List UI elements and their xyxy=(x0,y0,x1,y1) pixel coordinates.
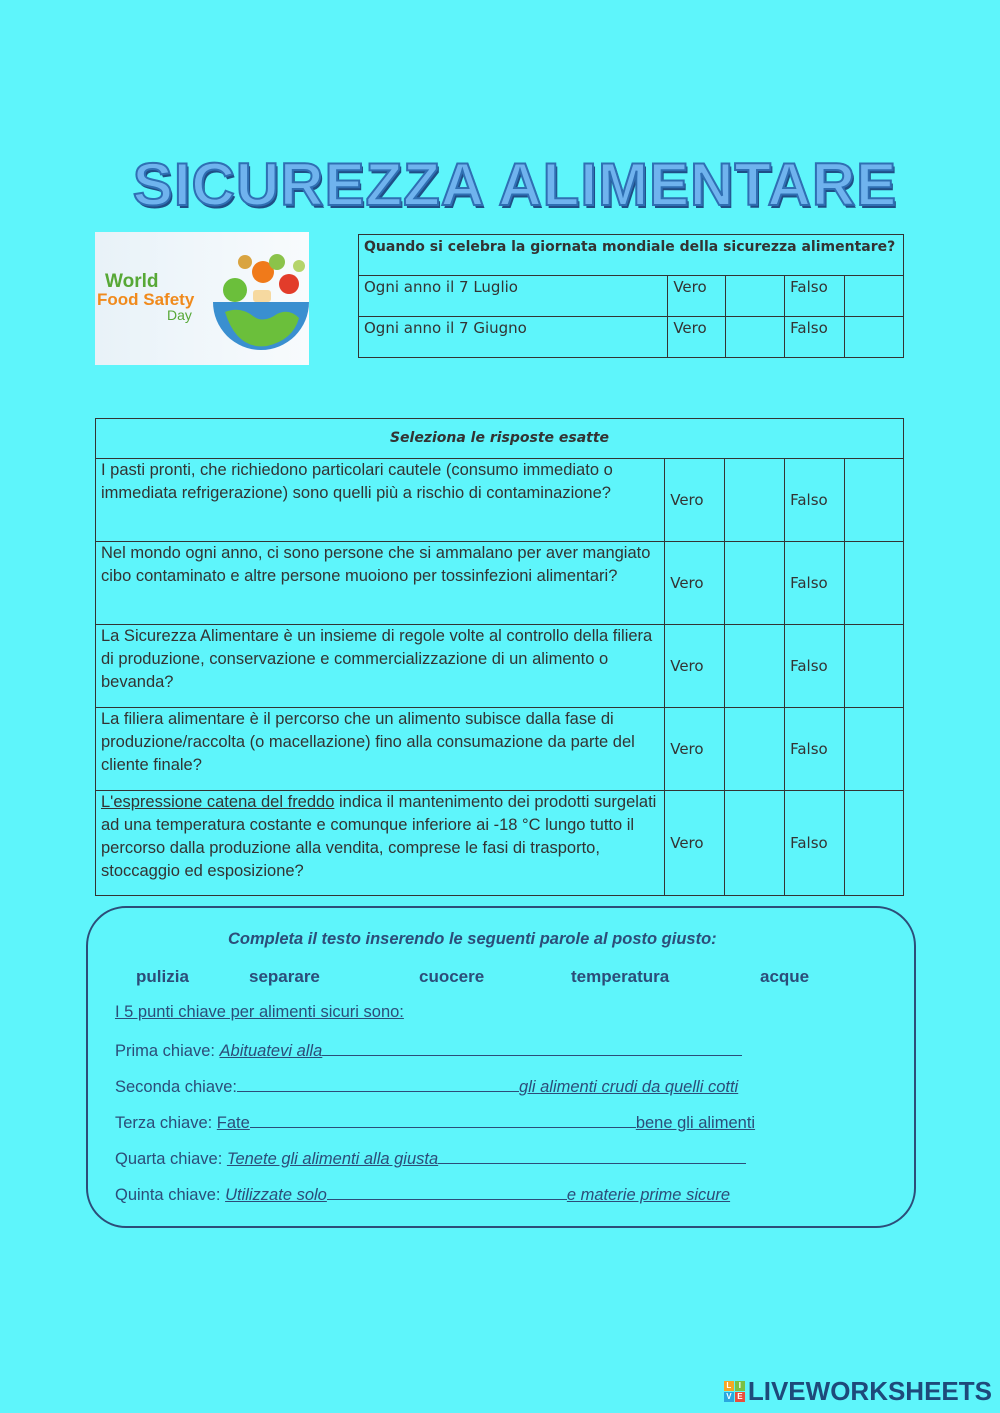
badge-letter: V xyxy=(724,1392,734,1402)
falso-label: Falso xyxy=(785,791,845,896)
badge-letter: L xyxy=(724,1381,734,1391)
true-false-table xyxy=(95,418,904,896)
date-question-table xyxy=(358,234,904,358)
question-rest: indica il mantenimento dei prodotti surgelati ad una temperatura costante e comunque inferiore ai -18 °C lungo tutto il percorso dalla produzione alla vendita, comprese le fasi di trasporto, stoccaggio ed esposizione? xyxy=(101,793,657,880)
key-text-before: Fate xyxy=(216,1114,250,1132)
vero-answer-cell[interactable] xyxy=(725,708,785,791)
vero-label: Vero xyxy=(665,459,725,542)
word-bank-item: cuocere xyxy=(419,967,485,986)
fill-in-box xyxy=(86,906,916,1228)
falso-label: Falso xyxy=(785,542,845,625)
key-line-1 xyxy=(115,1040,742,1061)
vero-answer-cell[interactable] xyxy=(725,459,785,542)
answer-text: Ogni anno il 7 Giugno xyxy=(359,317,668,358)
falso-label: Falso xyxy=(785,625,845,708)
vero-answer-cell[interactable] xyxy=(725,542,785,625)
question-text: La filiera alimentare è il percorso che un alimento subisce dalla fase di produzione/raccolta (o macellazione) fino alla consumazione da parte del cliente finale? xyxy=(96,708,665,791)
table-row xyxy=(96,791,904,896)
key-label: Quinta chiave: xyxy=(115,1186,226,1204)
word-bank-item: acque xyxy=(760,967,810,986)
word-bank-item: pulizia xyxy=(136,967,189,986)
falso-label: Falso xyxy=(785,276,845,317)
falso-answer-cell[interactable] xyxy=(845,708,904,791)
vero-label: Vero xyxy=(665,542,725,625)
table-row xyxy=(96,625,904,708)
earth-food-icon xyxy=(205,232,309,365)
vero-label: Vero xyxy=(668,317,726,358)
falso-answer-cell[interactable] xyxy=(845,625,904,708)
falso-label: Falso xyxy=(785,459,845,542)
key-text-after: gli alimenti crudi da quelli cotti xyxy=(519,1078,739,1096)
key-line-5 xyxy=(115,1184,730,1205)
key-line-2 xyxy=(115,1076,738,1097)
key-label: Prima chiave: xyxy=(115,1042,220,1060)
falso-label: Falso xyxy=(785,317,845,358)
world-food-safety-day-logo xyxy=(95,232,309,365)
question-text: La Sicurezza Alimentare è un insieme di regole volte al controllo della filiera di produzione, conservazione e commercializzazione di un alimento o bevanda? xyxy=(96,625,665,708)
vero-answer-cell[interactable] xyxy=(726,276,785,317)
page-title: SICUREZZA ALIMENTARE xyxy=(132,151,898,218)
logo-line-1: World xyxy=(105,271,159,292)
word-bank-item: temperatura xyxy=(571,967,670,986)
table-row xyxy=(359,317,904,358)
answer-text: Ogni anno il 7 Luglio xyxy=(359,276,668,317)
table-row xyxy=(359,276,904,317)
falso-answer-cell[interactable] xyxy=(845,791,904,896)
vero-answer-cell[interactable] xyxy=(725,791,785,896)
vero-answer-cell[interactable] xyxy=(725,625,785,708)
question-text xyxy=(96,791,665,896)
falso-label: Falso xyxy=(785,708,845,791)
key-label: Seconda chiave: xyxy=(115,1078,238,1096)
vero-label: Vero xyxy=(665,791,725,896)
key-line-4 xyxy=(115,1148,746,1169)
liveworksheets-logo xyxy=(724,1376,992,1407)
table-row xyxy=(96,708,904,791)
answer-blank[interactable] xyxy=(322,1040,742,1056)
answer-blank[interactable] xyxy=(438,1148,746,1164)
key-text-after: e materie prime sicure xyxy=(566,1186,731,1204)
vero-label: Vero xyxy=(665,708,725,791)
falso-answer-cell[interactable] xyxy=(845,317,904,358)
fill-in-instruction: Completa il testo inserendo le seguenti parole al posto giusto: xyxy=(228,930,717,948)
key-label: Terza chiave: xyxy=(115,1114,217,1132)
table-header: Seleziona le risposte esatte xyxy=(96,419,904,459)
badge-letter: I xyxy=(735,1381,745,1391)
answer-blank[interactable] xyxy=(327,1184,567,1200)
falso-answer-cell[interactable] xyxy=(845,276,904,317)
key-text-after: bene gli alimenti xyxy=(635,1114,756,1132)
word-bank-item: separare xyxy=(249,967,320,986)
key-text-before: Abituatevi alla xyxy=(219,1042,323,1060)
key-text-before: Utilizzate solo xyxy=(225,1186,327,1204)
falso-answer-cell[interactable] xyxy=(845,459,904,542)
question-text: I pasti pronti, che richiedono particolari cautele (consumo immediato o immediata refrigerazione) sono quelli più a rischio di contaminazione? xyxy=(96,459,665,542)
underlined-term: L'espressione catena del freddo xyxy=(101,793,335,811)
date-question: Quando si celebra la giornata mondiale della sicurezza alimentare? xyxy=(359,235,904,276)
vero-label: Vero xyxy=(665,625,725,708)
logo-line-3: Day xyxy=(167,307,192,323)
key-label: Quarta chiave: xyxy=(115,1150,227,1168)
key-points-intro: I 5 punti chiave per alimenti sicuri sono: xyxy=(115,1003,404,1021)
answer-blank[interactable] xyxy=(250,1112,636,1128)
badge-letter: E xyxy=(735,1392,745,1402)
table-row xyxy=(96,542,904,625)
logo-text xyxy=(97,272,194,322)
vero-label: Vero xyxy=(668,276,726,317)
question-text: Nel mondo ogni anno, ci sono persone che si ammalano per aver mangiato cibo contaminato e altre persone muoiono per tossinfezioni alimentari? xyxy=(96,542,665,625)
brand-name: LIVEWORKSHEETS xyxy=(747,1376,992,1406)
key-line-3 xyxy=(115,1112,755,1133)
table-row xyxy=(96,459,904,542)
liveworksheets-badge-icon xyxy=(724,1381,745,1402)
falso-answer-cell[interactable] xyxy=(845,542,904,625)
logo-line-2: Food Safety xyxy=(97,290,195,309)
key-text-before: Tenete gli alimenti alla giusta xyxy=(226,1150,439,1168)
answer-blank[interactable] xyxy=(237,1076,519,1092)
vero-answer-cell[interactable] xyxy=(726,317,785,358)
